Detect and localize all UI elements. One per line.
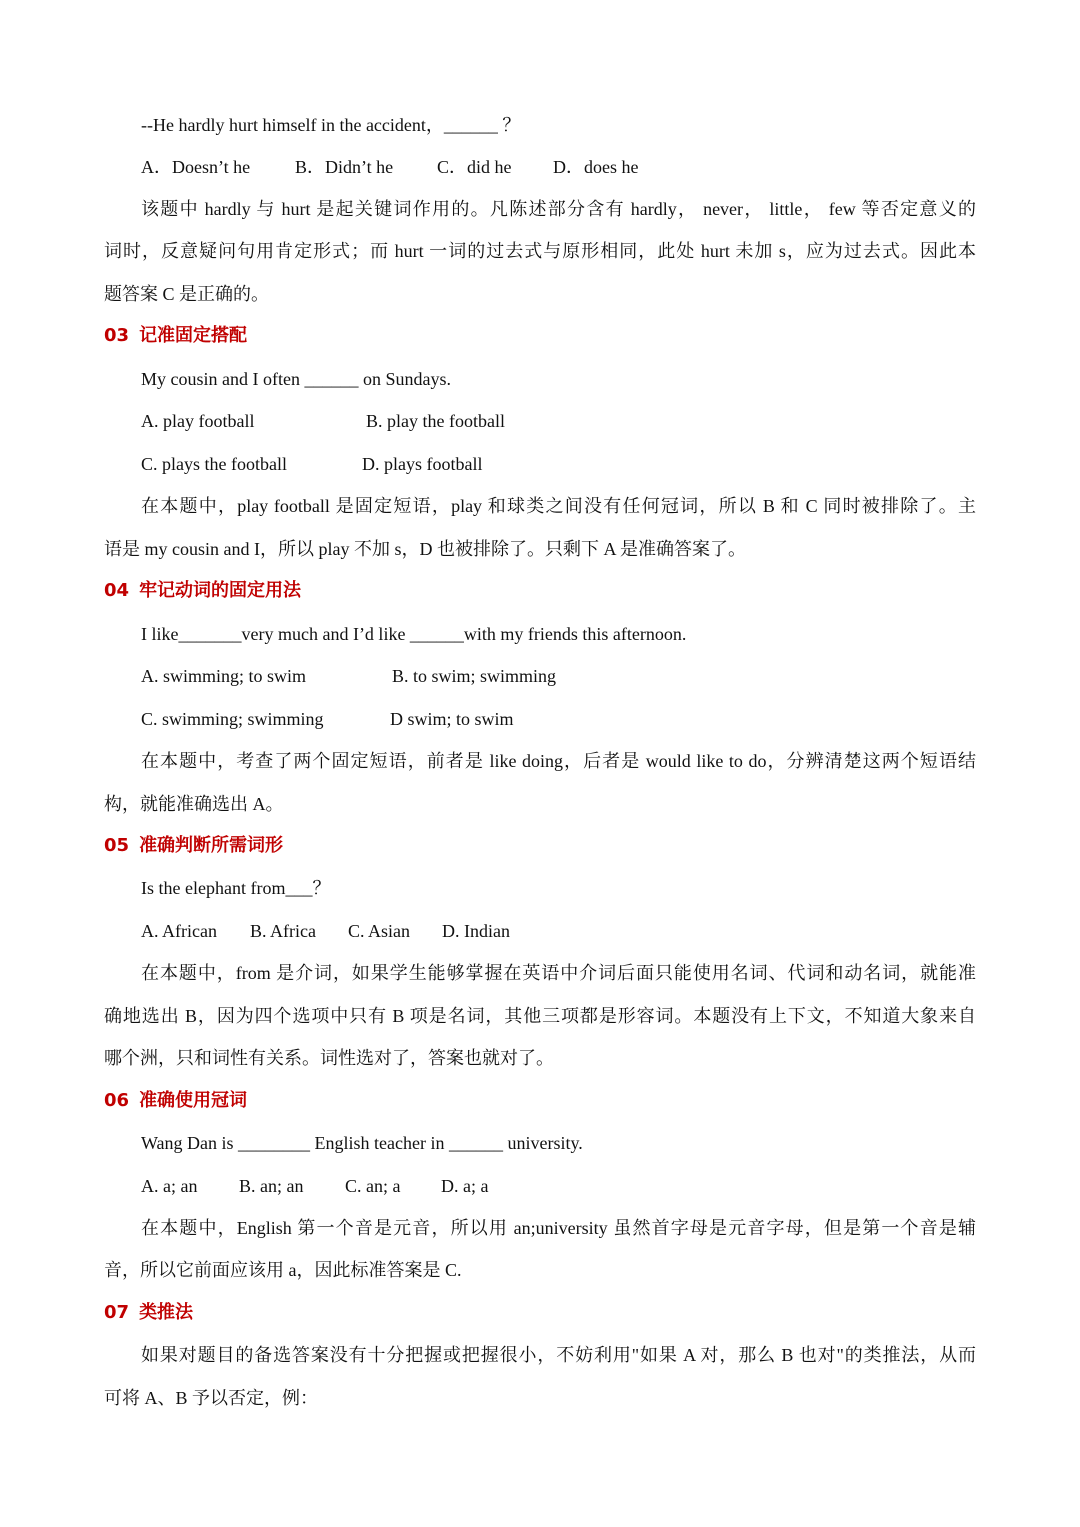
section-title: 类推法 [139,1302,194,1323]
explanation-line: 哪个洲，只和词性有关系。词性选对了，答案也就对了。 [104,1048,554,1068]
section-title: 准确使用冠词 [139,1090,248,1111]
option-d: D．does he [553,157,639,177]
explanation-line: 在本题中，考查了两个固定短语，前者是 like doing，后者是 would like to do，分辨清楚这两个短语结 [141,751,976,771]
option-b: B. play the football [366,411,505,431]
section-title: 牢记动词的固定用法 [139,580,302,601]
section-number: 04 [104,580,130,601]
question-stem: My cousin and I often ______ on Sundays. [141,369,451,389]
option-d: D. Indian [442,921,510,941]
option-c: C. Asian [348,921,411,941]
explanation-line: 可将 A、B 予以否定，例： [104,1388,319,1408]
section-heading [104,834,283,858]
section-title: 准确判断所需词形 [139,835,284,856]
option-c: C. an; a [345,1176,401,1196]
section-number: 05 [104,835,130,856]
option-b: B. Africa [250,921,316,941]
option-d: D swim; to swim [390,709,514,729]
option-d: D. plays football [362,454,483,474]
section-number: 07 [104,1302,130,1323]
option-c: C. swimming; swimming [141,709,324,729]
explanation-line: 语是 my cousin and I，所以 play 不加 s，D 也被排除了。只剩下 A 是准确答案了。 [104,539,746,559]
option-b: B. an; an [239,1176,304,1196]
section-number: 06 [104,1090,130,1111]
question-stem: Is the elephant from___？ [141,878,331,898]
option-b: B. to swim; swimming [392,666,557,686]
option-c: C．did he [437,157,512,177]
option-d: D. a; a [441,1176,489,1196]
explanation-line: 构，就能准确选出 A。 [104,794,284,814]
question-stem: Wang Dan is ________ English teacher in ______ university. [141,1133,583,1153]
option-c: C. plays the football [141,454,287,474]
explanation-line: 在本题中，English 第一个音是元音，所以用 an;university 虽然首字母是元音字母，但是第一个音是辅 [141,1218,976,1238]
section-title: 记准固定搭配 [139,325,248,346]
question-stem: --He hardly hurt himself in the accident，______ ？ [141,115,521,135]
option-a: A. play football [141,411,255,431]
option-a: A. a; an [141,1176,198,1196]
explanation-line: 确地选出 B，因为四个选项中只有 B 项是名词，其他三项都是形容词。本题没有上下文，不知道大象来自 [104,1006,976,1026]
section-heading [104,579,301,603]
option-a: A．Doesn’t he [141,157,251,177]
section-heading [104,1301,193,1325]
section-number: 03 [104,325,130,346]
option-b: B．Didn’t he [295,157,394,177]
section-heading [104,1089,247,1113]
explanation-line: 音，所以它前面应该用 a，因此标准答案是 C. [104,1260,462,1280]
section-heading [104,324,247,348]
explanation-line: 词时，反意疑问句用肯定形式；而 hurt 一词的过去式与原形相同，此处 hurt 未加 s，应为过去式。因此本 [104,241,976,261]
explanation-line: 该题中 hardly 与 hurt 是起关键词作用的。凡陈述部分含有 hardly， never， little， few 等否定意义的 [141,199,976,219]
option-a: A. African [141,921,217,941]
explanation-line: 在本题中，from 是介词，如果学生能够掌握在英语中介词后面只能使用名词、代词和动名词，就能准 [141,963,976,983]
question-stem: I like_______very much and I’d like ______with my friends this afternoon. [141,624,687,644]
option-a: A. swimming; to swim [141,666,307,686]
explanation-line: 题答案 C 是正确的。 [104,284,270,304]
explanation-line: 如果对题目的备选答案没有十分把握或把握很小，不妨利用"如果 A 对，那么 B 也对"的类推法，从而 [141,1345,976,1365]
explanation-line: 在本题中，play football 是固定短语，play 和球类之间没有任何冠词，所以 B 和 C 同时被排除了。主 [141,496,976,516]
